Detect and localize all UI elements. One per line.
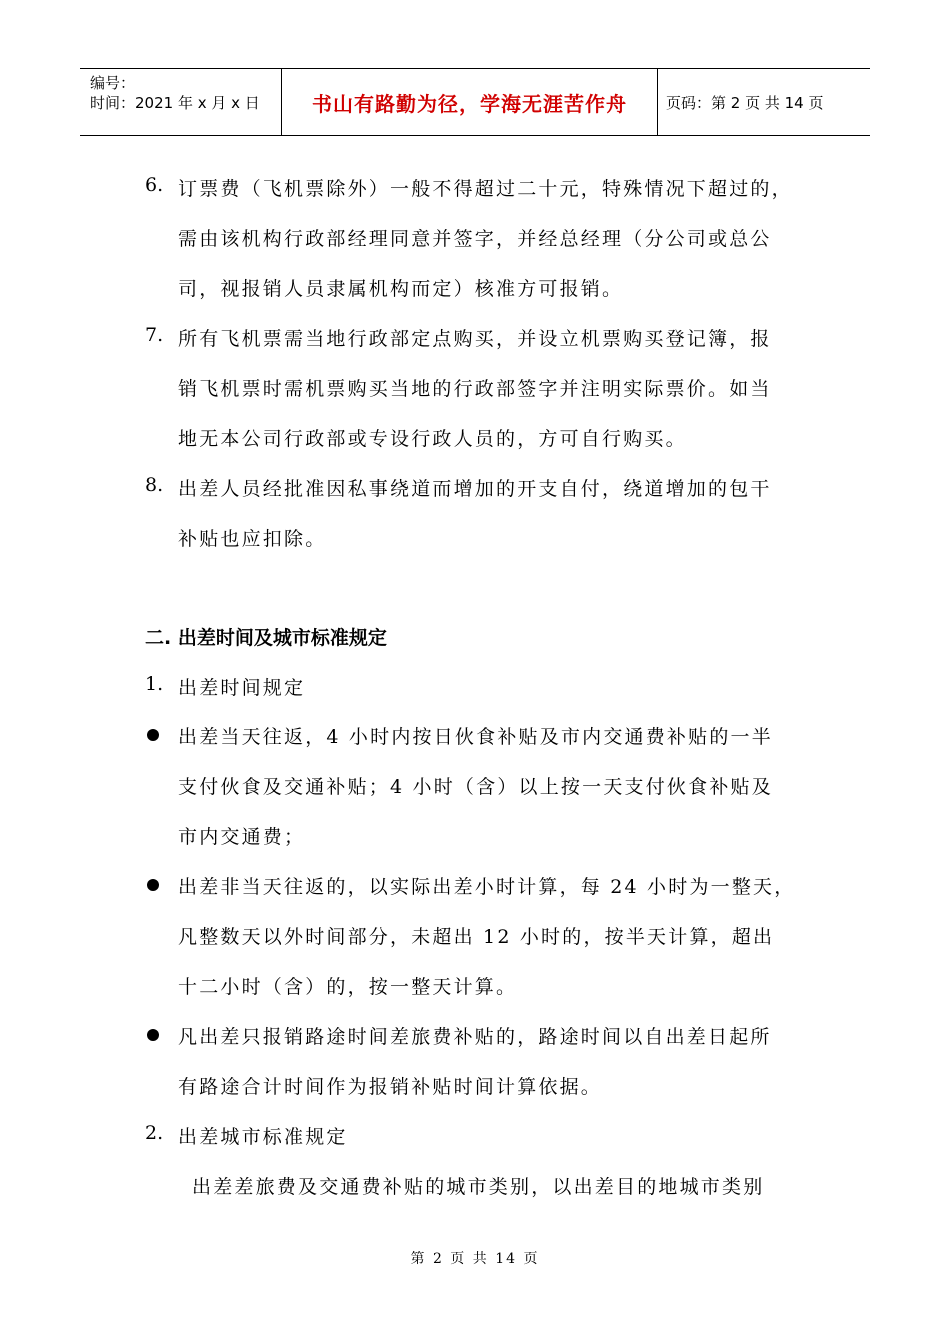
item-number: 8. (145, 474, 164, 496)
page-header (80, 68, 870, 136)
text-line: 销飞机票时需机票购买当地的行政部签字并注明实际票价。如当 (178, 378, 772, 400)
text-line: 出差非当天往返的，以实际出差小时计算，每 24 小时为一整天， (178, 876, 796, 898)
item-number: 6. (145, 174, 164, 196)
doc-id-label: 编号： (90, 74, 136, 92)
section-heading: 二. 出差时间及城市标准规定 (145, 627, 387, 649)
text-line: 市内交通费； (178, 826, 306, 848)
text-line: 出差人员经批准因私事绕道而增加的开支自付，绕道增加的包干 (178, 478, 772, 500)
text-line: 有路途合计时间作为报销补贴时间计算依据。 (178, 1076, 603, 1098)
text-line: 补贴也应扣除。 (178, 528, 327, 550)
bullet-dot (147, 729, 159, 741)
text-line: 订票费（飞机票除外）一般不得超过二十元，特殊情况下超过的， (178, 178, 793, 200)
text-line: 所有飞机票需当地行政部定点购买，并设立机票购买登记簿，报 (178, 328, 772, 350)
page-footer: 第 2 页 共 14 页 (410, 1251, 540, 1267)
subsection-number: 2. (145, 1122, 164, 1144)
header-meta (80, 69, 282, 135)
text-line: 需由该机构行政部经理同意并签字，并经总经理（分公司或总公 (178, 228, 772, 250)
text-line: 十二小时（含）的，按一整天计算。 (178, 976, 518, 998)
bullet-dot (147, 1029, 159, 1041)
text-line: 司，视报销人员隶属机构而定）核准方可报销。 (178, 278, 624, 300)
subsection-title: 出差城市标准规定 (178, 1126, 348, 1148)
header-page-label: 页码：第 2 页 共 14 页 (666, 93, 824, 112)
text-line: 凡出差只报销路途时间差旅费补贴的，路途时间以自出差日起所 (178, 1026, 772, 1048)
doc-date-label: 时间：2021 年 x 月 x 日 (90, 94, 260, 112)
text-line: 出差当天往返，4 小时内按日伙食补贴及市内交通费补贴的一半 (178, 726, 773, 748)
bullet-dot (147, 879, 159, 891)
paragraph-line: 出差差旅费及交通费补贴的城市类别，以出差目的地城市类别 (192, 1176, 765, 1198)
text-line: 地无本公司行政部或专设行政人员的，方可自行购买。 (178, 428, 687, 450)
subsection-title: 出差时间规定 (178, 677, 306, 699)
motto-text: 书山有路勤为径，学海无涯苦作舟 (312, 91, 627, 116)
text-line: 支付伙食及交通补贴；4 小时（含）以上按一天支付伙食补贴及 (178, 776, 773, 798)
item-number: 7. (145, 324, 164, 346)
subsection-number: 1. (145, 673, 164, 695)
header-motto (282, 69, 658, 135)
text-line: 凡整数天以外时间部分，未超出 12 小时的，按半天计算，超出 (178, 926, 775, 948)
